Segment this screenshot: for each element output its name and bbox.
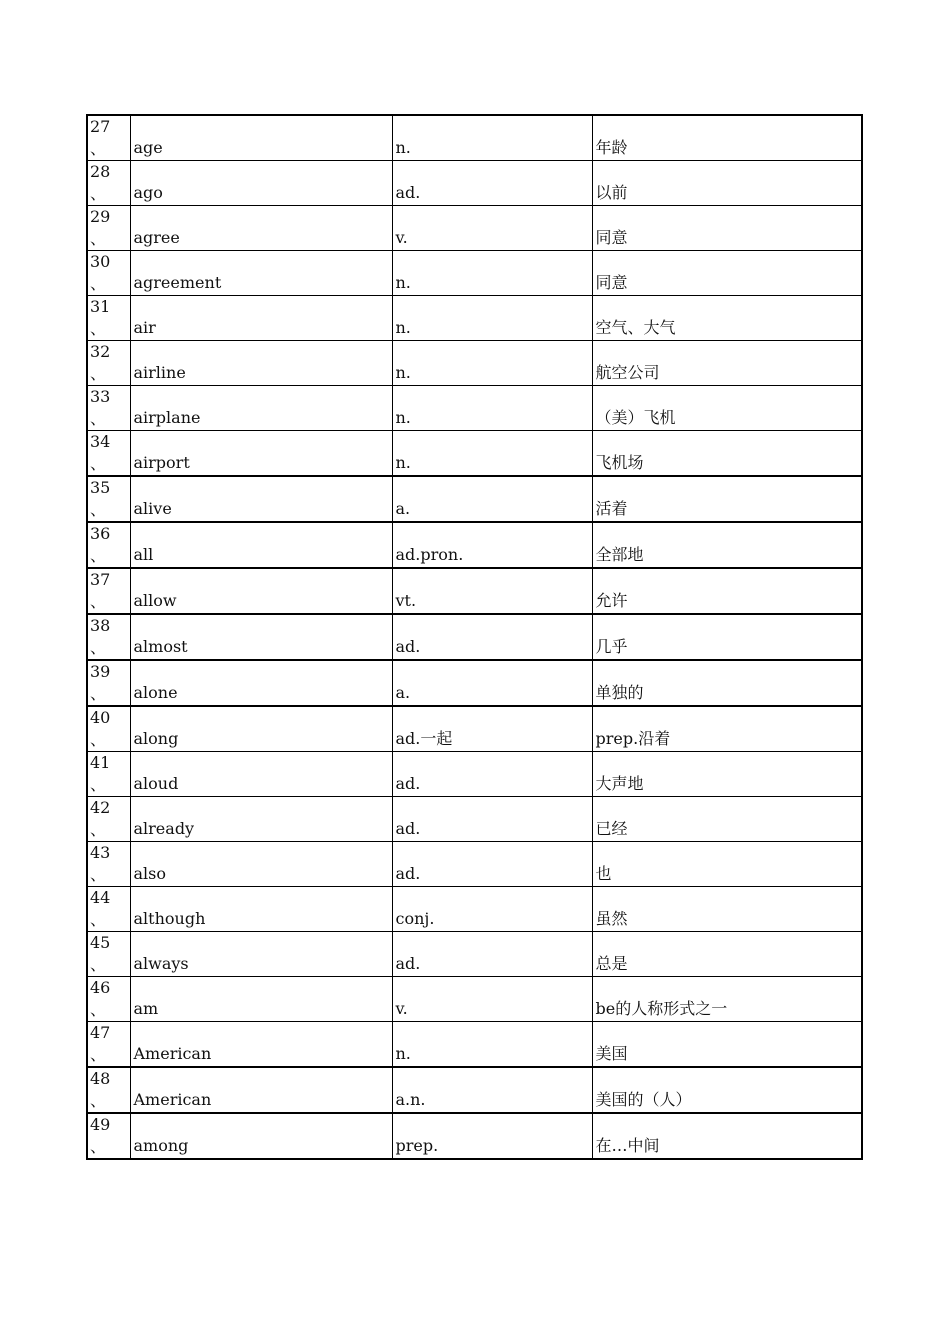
entry-number-separator: 、 [90, 820, 107, 839]
entry-number: 40 [90, 708, 111, 727]
entry-number-cell [87, 887, 130, 932]
entry-number: 32 [90, 342, 111, 361]
part-of-speech-cell: n. [392, 115, 592, 161]
part-of-speech-cell: prep. [392, 1113, 592, 1159]
entry-number: 49 [90, 1115, 111, 1134]
entry-number-separator: 、 [90, 364, 107, 383]
meaning-cell: 年龄 [592, 115, 862, 161]
entry-number-separator: 、 [90, 865, 107, 884]
part-of-speech-cell: conj. [392, 887, 592, 932]
vocabulary-table [86, 114, 863, 1160]
word-cell: agree [130, 206, 392, 251]
table-row [87, 476, 862, 522]
word-cell: all [130, 522, 392, 568]
entry-number-separator: 、 [90, 184, 107, 203]
entry-number-cell [87, 161, 130, 206]
entry-number-separator: 、 [90, 1091, 107, 1110]
meaning-cell: 同意 [592, 206, 862, 251]
table-row [87, 386, 862, 431]
entry-number-cell [87, 706, 130, 752]
meaning-cell: 同意 [592, 251, 862, 296]
part-of-speech-cell: ad. [392, 161, 592, 206]
meaning-cell: 在…中间 [592, 1113, 862, 1159]
part-of-speech-cell: a. [392, 476, 592, 522]
word-cell: among [130, 1113, 392, 1159]
table-row [87, 115, 862, 161]
table-row [87, 752, 862, 797]
meaning-cell: 允许 [592, 568, 862, 614]
entry-number: 28 [90, 162, 111, 181]
entry-number-cell [87, 568, 130, 614]
entry-number: 42 [90, 798, 111, 817]
word-cell: airline [130, 341, 392, 386]
word-cell: air [130, 296, 392, 341]
entry-number-cell [87, 522, 130, 568]
entry-number-separator: 、 [90, 454, 107, 473]
word-cell: allow [130, 568, 392, 614]
part-of-speech-cell: ad. [392, 797, 592, 842]
meaning-cell: 航空公司 [592, 341, 862, 386]
entry-number-separator: 、 [90, 139, 107, 158]
meaning-cell: 大声地 [592, 752, 862, 797]
meaning-cell: （美）飞机 [592, 386, 862, 431]
meaning-cell: 美国的（人） [592, 1067, 862, 1113]
meaning-cell: 全部地 [592, 522, 862, 568]
meaning-cell: 飞机场 [592, 431, 862, 477]
part-of-speech-cell: vt. [392, 568, 592, 614]
entry-number: 38 [90, 616, 111, 635]
word-cell: alive [130, 476, 392, 522]
entry-number-cell [87, 1022, 130, 1068]
meaning-cell: 单独的 [592, 660, 862, 706]
word-cell: airport [130, 431, 392, 477]
entry-number-separator: 、 [90, 955, 107, 974]
entry-number-separator: 、 [90, 592, 107, 611]
word-cell: age [130, 115, 392, 161]
entry-number-separator: 、 [90, 319, 107, 338]
meaning-cell: 已经 [592, 797, 862, 842]
word-cell: although [130, 887, 392, 932]
part-of-speech-cell: ad.一起 [392, 706, 592, 752]
entry-number-cell [87, 115, 130, 161]
part-of-speech-cell: a.n. [392, 1067, 592, 1113]
meaning-cell: 以前 [592, 161, 862, 206]
part-of-speech-cell: n. [392, 251, 592, 296]
part-of-speech-cell: n. [392, 431, 592, 477]
word-cell: aloud [130, 752, 392, 797]
table-row [87, 522, 862, 568]
table-row [87, 660, 862, 706]
table-row [87, 706, 862, 752]
table-row [87, 251, 862, 296]
part-of-speech-cell: ad. [392, 932, 592, 977]
entry-number: 44 [90, 888, 111, 907]
part-of-speech-cell: a. [392, 660, 592, 706]
word-cell: agreement [130, 251, 392, 296]
table-row [87, 431, 862, 477]
entry-number: 29 [90, 207, 111, 226]
entry-number-separator: 、 [90, 910, 107, 929]
entry-number-separator: 、 [90, 500, 107, 519]
entry-number-separator: 、 [90, 775, 107, 794]
meaning-cell: prep.沿着 [592, 706, 862, 752]
table-row [87, 568, 862, 614]
word-cell: am [130, 977, 392, 1022]
word-cell: airplane [130, 386, 392, 431]
word-cell: always [130, 932, 392, 977]
word-cell: alone [130, 660, 392, 706]
entry-number: 37 [90, 570, 111, 589]
word-cell: along [130, 706, 392, 752]
table-row [87, 161, 862, 206]
table-row [87, 614, 862, 660]
entry-number-separator: 、 [90, 229, 107, 248]
entry-number: 33 [90, 387, 111, 406]
word-cell: ago [130, 161, 392, 206]
table-row [87, 341, 862, 386]
meaning-cell: be的人称形式之一 [592, 977, 862, 1022]
part-of-speech-cell: n. [392, 386, 592, 431]
part-of-speech-cell: ad. [392, 842, 592, 887]
word-cell: already [130, 797, 392, 842]
entry-number-cell [87, 206, 130, 251]
entry-number: 45 [90, 933, 111, 952]
table-row [87, 887, 862, 932]
entry-number-cell [87, 476, 130, 522]
entry-number-cell [87, 1067, 130, 1113]
table-row [87, 1022, 862, 1068]
entry-number: 48 [90, 1069, 111, 1088]
entry-number-cell [87, 660, 130, 706]
meaning-cell: 虽然 [592, 887, 862, 932]
entry-number-separator: 、 [90, 274, 107, 293]
meaning-cell: 总是 [592, 932, 862, 977]
entry-number-separator: 、 [90, 730, 107, 749]
meaning-cell: 空气、大气 [592, 296, 862, 341]
entry-number-separator: 、 [90, 684, 107, 703]
entry-number-cell [87, 797, 130, 842]
entry-number-cell [87, 932, 130, 977]
table-row [87, 206, 862, 251]
entry-number-separator: 、 [90, 1000, 107, 1019]
part-of-speech-cell: v. [392, 206, 592, 251]
entry-number: 27 [90, 117, 111, 136]
part-of-speech-cell: ad.pron. [392, 522, 592, 568]
table-row [87, 977, 862, 1022]
word-cell: almost [130, 614, 392, 660]
entry-number: 46 [90, 978, 111, 997]
meaning-cell: 活着 [592, 476, 862, 522]
entry-number-cell [87, 296, 130, 341]
entry-number-cell [87, 977, 130, 1022]
vocabulary-table-body [87, 115, 862, 1159]
entry-number: 47 [90, 1023, 111, 1042]
part-of-speech-cell: ad. [392, 752, 592, 797]
table-row [87, 1067, 862, 1113]
entry-number-cell [87, 614, 130, 660]
table-row [87, 932, 862, 977]
entry-number-cell [87, 752, 130, 797]
entry-number-cell [87, 431, 130, 477]
part-of-speech-cell: v. [392, 977, 592, 1022]
entry-number: 43 [90, 843, 111, 862]
entry-number: 41 [90, 753, 111, 772]
word-cell: American [130, 1067, 392, 1113]
meaning-cell: 也 [592, 842, 862, 887]
table-row [87, 842, 862, 887]
entry-number-cell [87, 341, 130, 386]
table-row [87, 296, 862, 341]
part-of-speech-cell: n. [392, 1022, 592, 1068]
entry-number-cell [87, 842, 130, 887]
part-of-speech-cell: ad. [392, 614, 592, 660]
entry-number: 31 [90, 297, 111, 316]
entry-number-separator: 、 [90, 1045, 107, 1064]
entry-number-separator: 、 [90, 546, 107, 565]
entry-number-separator: 、 [90, 1137, 107, 1156]
entry-number-cell [87, 1113, 130, 1159]
entry-number: 30 [90, 252, 111, 271]
entry-number-cell [87, 386, 130, 431]
part-of-speech-cell: n. [392, 296, 592, 341]
entry-number: 35 [90, 478, 111, 497]
entry-number: 39 [90, 662, 111, 681]
entry-number: 36 [90, 524, 111, 543]
entry-number: 34 [90, 432, 111, 451]
entry-number-cell [87, 251, 130, 296]
meaning-cell: 几乎 [592, 614, 862, 660]
meaning-cell: 美国 [592, 1022, 862, 1068]
word-cell: also [130, 842, 392, 887]
word-cell: American [130, 1022, 392, 1068]
entry-number-separator: 、 [90, 409, 107, 428]
part-of-speech-cell: n. [392, 341, 592, 386]
table-row [87, 1113, 862, 1159]
table-row [87, 797, 862, 842]
entry-number-separator: 、 [90, 638, 107, 657]
